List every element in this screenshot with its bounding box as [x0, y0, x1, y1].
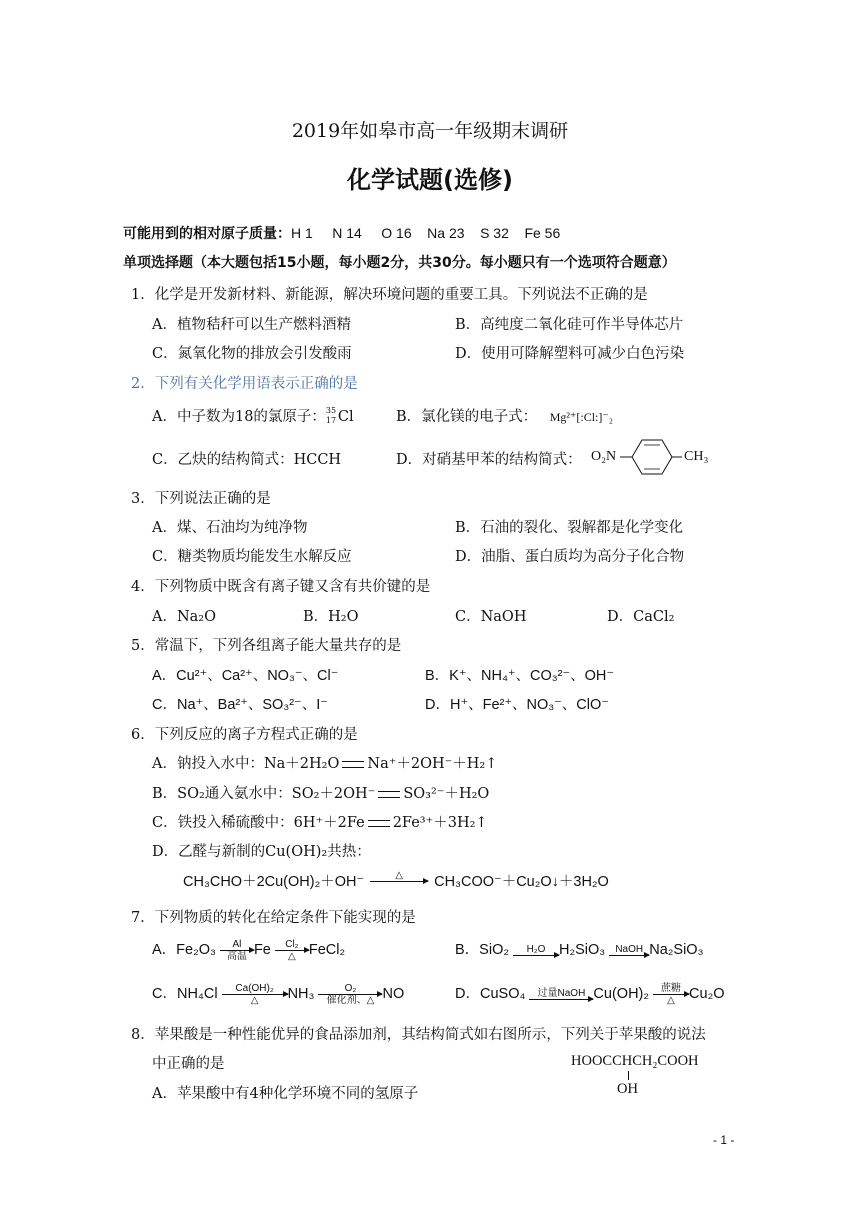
- equal-sign-icon: [342, 761, 364, 768]
- q7-d-s1: CuSO₄: [479, 986, 526, 1002]
- q6-option-b: [152, 782, 489, 803]
- q6-d-left: CH₃CHO＋2Cu(OH)₂＋OH⁻: [183, 874, 365, 890]
- q6-option-c: [152, 811, 488, 832]
- q7-option-c: [152, 982, 404, 1006]
- q7-b-c2-top: NaOH: [615, 944, 644, 956]
- q7-a-s2: Fe: [253, 942, 271, 958]
- q2-option-a: [152, 405, 354, 426]
- q5-stem: 5．常温下，下列各组离子能大量共存的是: [131, 638, 402, 654]
- q3-option-d: D．油脂、蛋白质均为高分子化合物: [455, 549, 685, 565]
- q7-c-c1-top: Ca(OH)₂: [235, 982, 274, 994]
- q4-option-a: A．Na₂O: [152, 609, 217, 625]
- q6-b-left: B．SO₂通入氨水中：SO₂＋2OH⁻: [152, 786, 376, 802]
- q2-electron-formula: Mg²⁺[:Cl:]⁻₂: [549, 410, 613, 424]
- q2-isotope-numbers: [326, 408, 338, 426]
- q2-option-d: [396, 448, 582, 469]
- q8-option-a: A．苹果酸中有4种化学环境不同的氢原子: [152, 1086, 419, 1102]
- q5-option-a: A．Cu²⁺、Ca²⁺、NO₃⁻、Cl⁻: [152, 668, 339, 684]
- q7-c-s2: NH₃: [287, 986, 315, 1002]
- q7-d-c2-top: 蔗糖: [661, 982, 682, 994]
- q6-option-a: [152, 752, 497, 773]
- q1-option-b: B．高纯度二氧化硅可作半导体芯片: [455, 317, 684, 333]
- q2-mass-number: 35: [325, 406, 337, 415]
- q4-option-d: D．CaCl₂: [607, 609, 675, 625]
- q2-chlorine-symbol: Cl: [337, 409, 354, 425]
- q8-stem-line2: 中正确的是: [152, 1056, 225, 1072]
- q7-a-c1-top: Al: [232, 938, 242, 950]
- q2-option-b: [396, 405, 613, 426]
- q3-option-c: C．糖类物质均能发生水解反应: [152, 549, 352, 565]
- q7-option-a: [152, 938, 345, 962]
- q5-option-d: D．H⁺、Fe²⁺、NO₃⁻、ClO⁻: [425, 697, 609, 713]
- q7-a-c2-top: Cl₂: [285, 938, 299, 950]
- q6-b-right: SO₃²⁻＋H₂O: [403, 786, 490, 802]
- q7-a-c1-bottom: 高温: [226, 950, 247, 962]
- q7-b-s2: H₂SiO₃: [559, 942, 606, 958]
- page-number: - 1 -: [713, 1133, 735, 1147]
- q1-option-c: C．氮氧化物的排放会引发酸雨: [152, 346, 352, 362]
- q2-option-b-text: B．氯化镁的电子式：: [396, 409, 538, 425]
- q7-d-s2: Cu(OH)₂: [593, 986, 649, 1002]
- q7-c-c2-bottom: 催化剂、△: [326, 994, 375, 1006]
- malic-acid-oh: OH: [617, 1081, 638, 1097]
- atomic-mass-line: [123, 223, 560, 243]
- q4-stem: 4．下列物质中既含有离子键又含有共价键的是: [131, 579, 431, 595]
- q6-stem: 6．下列反应的离子方程式正确的是: [131, 727, 358, 743]
- malic-acid-bond: [628, 1071, 629, 1080]
- q7-b-c1-top: H₂O: [526, 944, 546, 956]
- q7-a-label: A．: [152, 942, 177, 958]
- q3-option-b: B．石油的裂化、裂解都是化学变化: [455, 520, 684, 536]
- reaction-arrow-icon: [370, 870, 428, 882]
- q1-option-a: A．植物秸秆可以生产燃料酒精: [152, 317, 351, 333]
- q2-nitrotoluene-right: CH₃: [684, 449, 709, 464]
- reaction-arrow-icon: [609, 944, 649, 956]
- q1-option-d: D．使用可降解塑料可减少白色污染: [455, 346, 685, 362]
- section-heading: 单项选择题（本大题包括15小题，每小题2分，共30分。每小题只有一个选项符合题意）: [123, 255, 676, 271]
- q2-atomic-number: 17: [325, 416, 337, 425]
- q6-c-left: C．铁投入稀硫酸中：6H⁺＋2Fe: [152, 815, 365, 831]
- atomic-mass-values: H 1 N 14 O 16 Na 23 S 32 Fe 56: [291, 225, 561, 241]
- reaction-arrow-icon: [275, 939, 309, 962]
- reaction-arrow-icon: [318, 983, 382, 1006]
- malic-acid-structure: HOOCCHCH₂COOH: [571, 1053, 699, 1069]
- q7-d-c2-bottom: △: [667, 994, 675, 1006]
- q1-stem: 1．化学是开发新材料、新能源，解决环境问题的重要工具。下列说法不正确的是: [131, 287, 648, 303]
- q7-b-s3: Na₂SiO₃: [649, 942, 704, 958]
- q7-d-s3: Cu₂O: [689, 986, 725, 1002]
- q7-option-b: [455, 938, 703, 959]
- q7-b-label: B．: [455, 942, 480, 958]
- q6-d-condition: △: [395, 870, 403, 882]
- q2-nitrotoluene-left: O₂N: [591, 449, 617, 464]
- q7-c-c1-bottom: △: [250, 994, 259, 1006]
- q8-stem-line1: 8．苹果酸是一种性能优异的食品添加剂，其结构简式如右图所示，下列关于苹果酸的说法: [131, 1027, 706, 1043]
- q7-a-s1: Fe₂O₃: [176, 942, 216, 958]
- equal-sign-icon: [368, 820, 390, 827]
- q7-d-label: D．: [455, 986, 480, 1002]
- q4-option-b: B．H₂O: [303, 609, 359, 625]
- q2-stem: 2．下列有关化学用语表示正确的是: [131, 376, 358, 392]
- reaction-arrow-icon: [529, 988, 593, 1000]
- q4-option-c: C．NaOH: [455, 609, 527, 625]
- q7-c-c2-top: O₂: [344, 982, 357, 994]
- q7-a-s3: FeCl₂: [308, 942, 346, 958]
- reaction-arrow-icon: [220, 939, 254, 962]
- benzene-ring-icon: [620, 436, 682, 478]
- q7-b-s1: SiO₂: [479, 942, 509, 958]
- q7-c-s3: NO: [382, 986, 405, 1002]
- q6-a-left: A．钠投入水中：Na＋2H₂O: [152, 756, 340, 772]
- q2-option-d-text: D．对硝基甲苯的结构简式：: [396, 452, 582, 468]
- q3-stem: 3．下列说法正确的是: [131, 491, 271, 507]
- q7-option-d: [455, 982, 724, 1006]
- q6-d-right: CH₃COO⁻＋Cu₂O↓＋3H₂O: [434, 874, 609, 890]
- q6-option-d: D．乙醛与新制的Cu(OH)₂共热：: [152, 844, 371, 860]
- equal-sign-icon: [378, 791, 400, 798]
- q7-d-c1-top: 过量NaOH: [537, 988, 586, 1000]
- q6-a-right: Na⁺＋2OH⁻＋H₂↑: [367, 756, 498, 772]
- q2-option-c: C．乙炔的结构简式：HCCH: [152, 452, 342, 468]
- q7-a-c2-bottom: △: [288, 950, 296, 962]
- q3-option-a: A．煤、石油均为纯净物: [152, 520, 308, 536]
- q7-c-label: C．: [152, 986, 177, 1002]
- q2-option-a-text: A．中子数为18的氯原子：: [152, 409, 326, 425]
- exam-title: 2019年如皋市高一年级期末调研: [291, 120, 569, 142]
- q6-d-equation: [183, 870, 609, 891]
- reaction-arrow-icon: [513, 944, 559, 956]
- q6-c-right: 2Fe³⁺＋3H₂↑: [392, 815, 488, 831]
- q7-c-s1: NH₄Cl: [176, 986, 218, 1002]
- q5-option-b: B．K⁺、NH₄⁺、CO₃²⁻、OH⁻: [425, 668, 615, 684]
- reaction-arrow-icon: [653, 983, 689, 1006]
- q7-stem: 7．下列物质的转化在给定条件下能实现的是: [131, 910, 416, 926]
- reaction-arrow-icon: [222, 983, 288, 1006]
- atomic-mass-label: 可能用到的相对原子质量：: [123, 226, 291, 242]
- exam-subtitle: 化学试题(选修): [347, 166, 513, 194]
- q5-option-c: C．Na⁺、Ba²⁺、SO₃²⁻、I⁻: [152, 697, 328, 713]
